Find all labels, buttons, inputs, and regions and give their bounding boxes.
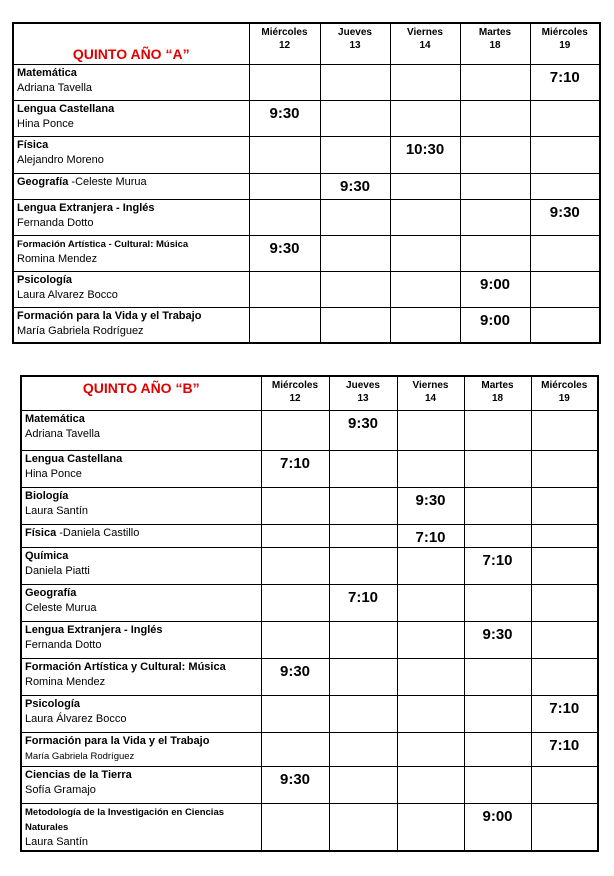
time-cell: 9:00 <box>460 271 530 307</box>
time-cell <box>320 136 390 173</box>
time-cell <box>530 271 600 307</box>
time-cell <box>464 410 531 450</box>
time-cell: 9:30 <box>261 658 329 695</box>
time-cell <box>329 547 397 584</box>
time-cell <box>261 410 329 450</box>
time-cell <box>397 621 464 658</box>
table-row <box>21 658 598 695</box>
time-cell <box>320 199 390 235</box>
time-cell <box>390 199 460 235</box>
subject-name: Psicología <box>17 273 73 286</box>
teacher-name: Adriana Tavella <box>17 81 93 94</box>
time-cell <box>329 450 397 487</box>
time-cell <box>397 803 464 851</box>
time-cell <box>261 621 329 658</box>
time-cell: 9:30 <box>249 235 320 271</box>
time-cell <box>320 64 390 100</box>
subject-cell <box>13 136 249 173</box>
time-cell <box>460 100 530 136</box>
time-cell <box>249 271 320 307</box>
day-header: Miércoles 12 <box>261 376 329 410</box>
teacher-name: Laura Alvarez Bocco <box>17 288 118 301</box>
subject-cell <box>21 658 261 695</box>
subject-cell <box>21 695 261 732</box>
time-cell: 9:30 <box>329 410 397 450</box>
time-cell <box>249 136 320 173</box>
time-cell <box>530 235 600 271</box>
subject-name: Ciencias de la Tierra <box>25 768 132 781</box>
time-cell <box>329 487 397 524</box>
time-cell <box>397 450 464 487</box>
table-row <box>13 173 600 199</box>
day-header: Martes 18 <box>464 376 531 410</box>
table-row <box>21 803 598 851</box>
subject-cell <box>13 199 249 235</box>
table-row <box>13 136 600 173</box>
time-cell <box>530 136 600 173</box>
subject-cell <box>21 621 261 658</box>
subject-name: Matemática <box>25 412 85 425</box>
teacher-name: Hina Ponce <box>17 117 74 130</box>
time-cell <box>460 199 530 235</box>
header-row <box>21 376 598 410</box>
time-cell <box>464 766 531 803</box>
time-cell: 9:30 <box>464 621 531 658</box>
teacher-name: Alejandro Moreno <box>17 153 104 166</box>
time-cell <box>530 307 600 343</box>
day-header: Miércoles 19 <box>530 23 600 64</box>
time-cell <box>397 410 464 450</box>
time-cell: 9:00 <box>464 803 531 851</box>
subject-cell <box>21 766 261 803</box>
time-cell <box>390 173 460 199</box>
subject-cell <box>13 64 249 100</box>
table-row <box>21 487 598 524</box>
subject-name: Geografía <box>25 586 77 599</box>
time-cell <box>531 410 598 450</box>
time-cell <box>390 100 460 136</box>
teacher-name: Fernanda Dotto <box>25 638 102 651</box>
time-cell <box>329 803 397 851</box>
subject-name: Lengua Castellana <box>25 452 123 465</box>
time-cell <box>320 100 390 136</box>
table-row <box>21 732 598 766</box>
time-cell <box>531 803 598 851</box>
time-cell <box>249 64 320 100</box>
table-row <box>21 450 598 487</box>
quinto-a-title: QUINTO AÑO “A” <box>13 23 249 64</box>
time-cell <box>390 235 460 271</box>
quinto-a-schedule-table <box>12 22 601 344</box>
time-cell <box>464 732 531 766</box>
table-row <box>21 524 598 547</box>
table-row <box>13 271 600 307</box>
subject-cell <box>21 547 261 584</box>
time-cell: 7:10 <box>531 695 598 732</box>
time-cell <box>464 524 531 547</box>
time-cell <box>530 173 600 199</box>
subject-name: Formación para la Vida y el Trabajo <box>25 734 210 747</box>
subject-cell <box>21 450 261 487</box>
time-cell <box>329 621 397 658</box>
subject-cell <box>21 487 261 524</box>
teacher-name: María Gabriela Rodríguez <box>17 324 144 337</box>
time-cell <box>261 732 329 766</box>
time-cell <box>531 547 598 584</box>
teacher-name: Celeste Murua <box>25 601 97 614</box>
table-row <box>21 621 598 658</box>
time-cell: 9:30 <box>261 766 329 803</box>
subject-name: Biología <box>25 489 69 502</box>
time-cell <box>261 547 329 584</box>
time-cell <box>261 584 329 621</box>
subject-cell <box>21 732 261 766</box>
day-header: Miércoles 12 <box>249 23 320 64</box>
subject-name: Lengua Extranjera - Inglés <box>17 201 155 214</box>
time-cell <box>329 658 397 695</box>
day-header: Martes 18 <box>460 23 530 64</box>
subject-name: Química <box>25 549 69 562</box>
subject-cell <box>21 584 261 621</box>
teacher-name: Sofía Gramajo <box>25 783 96 796</box>
subject-cell <box>21 524 261 547</box>
time-cell <box>464 487 531 524</box>
time-cell <box>261 803 329 851</box>
table-row <box>13 100 600 136</box>
subject-name: Lengua Castellana <box>17 102 115 115</box>
time-cell <box>531 487 598 524</box>
quinto-b-title: QUINTO AÑO “B” <box>21 376 261 410</box>
time-cell <box>329 695 397 732</box>
teacher-name: Fernanda Dotto <box>17 216 94 229</box>
teacher-name: Laura Santín <box>25 835 88 848</box>
time-cell <box>531 621 598 658</box>
time-cell <box>531 584 598 621</box>
time-cell: 10:30 <box>390 136 460 173</box>
time-cell <box>460 173 530 199</box>
teacher-name: Romina Mendez <box>25 675 106 688</box>
table-row <box>21 766 598 803</box>
time-cell: 9:30 <box>397 487 464 524</box>
time-cell <box>531 658 598 695</box>
header-row <box>13 23 600 64</box>
subject-cell <box>13 100 249 136</box>
table-row <box>21 547 598 584</box>
table-row <box>13 235 600 271</box>
subject-name: Formación para la Vida y el Trabajo <box>17 309 202 322</box>
time-cell <box>390 271 460 307</box>
teacher-name: Adriana Tavella <box>25 427 101 440</box>
time-cell <box>397 547 464 584</box>
time-cell <box>249 199 320 235</box>
time-cell: 9:30 <box>249 100 320 136</box>
time-cell <box>464 450 531 487</box>
subject-cell <box>13 235 249 271</box>
time-cell <box>320 235 390 271</box>
time-cell <box>460 136 530 173</box>
time-cell <box>464 695 531 732</box>
table-row <box>21 695 598 732</box>
subject-name: Lengua Extranjera - Inglés <box>25 623 163 636</box>
time-cell: 9:30 <box>320 173 390 199</box>
table-row <box>21 410 598 450</box>
day-header: Viernes 14 <box>390 23 460 64</box>
time-cell: 7:10 <box>531 732 598 766</box>
time-cell <box>460 64 530 100</box>
subject-name: Física <box>17 138 49 151</box>
time-cell <box>397 766 464 803</box>
teacher-name: -Celeste Murua <box>71 175 147 188</box>
time-cell <box>261 695 329 732</box>
time-cell <box>397 695 464 732</box>
time-cell <box>261 524 329 547</box>
teacher-name: Hina Ponce <box>25 467 82 480</box>
subject-name: Matemática <box>17 66 77 79</box>
table-row <box>13 199 600 235</box>
time-cell <box>531 524 598 547</box>
time-cell <box>320 271 390 307</box>
time-cell <box>249 173 320 199</box>
subject-cell <box>13 271 249 307</box>
time-cell <box>531 766 598 803</box>
time-cell <box>460 235 530 271</box>
time-cell <box>464 584 531 621</box>
time-cell: 7:10 <box>397 524 464 547</box>
time-cell <box>249 307 320 343</box>
subject-name: Geografía <box>17 175 69 188</box>
quinto-b-schedule-table <box>20 375 599 852</box>
subject-cell <box>13 173 249 199</box>
day-header: Viernes 14 <box>397 376 464 410</box>
day-header: Jueves 13 <box>329 376 397 410</box>
day-header: Miércoles 19 <box>531 376 598 410</box>
day-header: Jueves 13 <box>320 23 390 64</box>
time-cell <box>329 524 397 547</box>
time-cell <box>390 307 460 343</box>
time-cell <box>464 658 531 695</box>
table-row <box>21 584 598 621</box>
subject-name: Formación Artística y Cultural: Música <box>25 660 226 673</box>
time-cell <box>531 450 598 487</box>
teacher-name: Romina Mendez <box>17 252 98 265</box>
subject-name: Metodología de la Investigación en Ciencias Naturales <box>25 806 225 833</box>
time-cell: 9:30 <box>530 199 600 235</box>
subject-cell <box>21 803 261 851</box>
subject-name: Física <box>25 526 57 539</box>
teacher-name: María Gabriela Rodríguez <box>25 750 135 762</box>
time-cell <box>261 487 329 524</box>
time-cell <box>397 584 464 621</box>
teacher-name: Laura Santín <box>25 504 88 517</box>
teacher-name: -Daniela Castillo <box>59 526 140 539</box>
time-cell <box>329 766 397 803</box>
time-cell: 7:10 <box>464 547 531 584</box>
time-cell: 7:10 <box>261 450 329 487</box>
time-cell: 7:10 <box>530 64 600 100</box>
time-cell: 7:10 <box>329 584 397 621</box>
time-cell <box>397 732 464 766</box>
teacher-name: Daniela Piatti <box>25 564 90 577</box>
time-cell <box>320 307 390 343</box>
subject-cell <box>21 410 261 450</box>
table-row <box>13 307 600 343</box>
time-cell <box>329 732 397 766</box>
table-row <box>13 64 600 100</box>
subject-cell <box>13 307 249 343</box>
time-cell <box>530 100 600 136</box>
time-cell <box>390 64 460 100</box>
time-cell <box>397 658 464 695</box>
time-cell: 9:00 <box>460 307 530 343</box>
subject-name: Psicología <box>25 697 81 710</box>
subject-name: Formación Artística - Cultural: Música <box>17 238 189 250</box>
teacher-name: Laura Álvarez Bocco <box>25 712 127 725</box>
